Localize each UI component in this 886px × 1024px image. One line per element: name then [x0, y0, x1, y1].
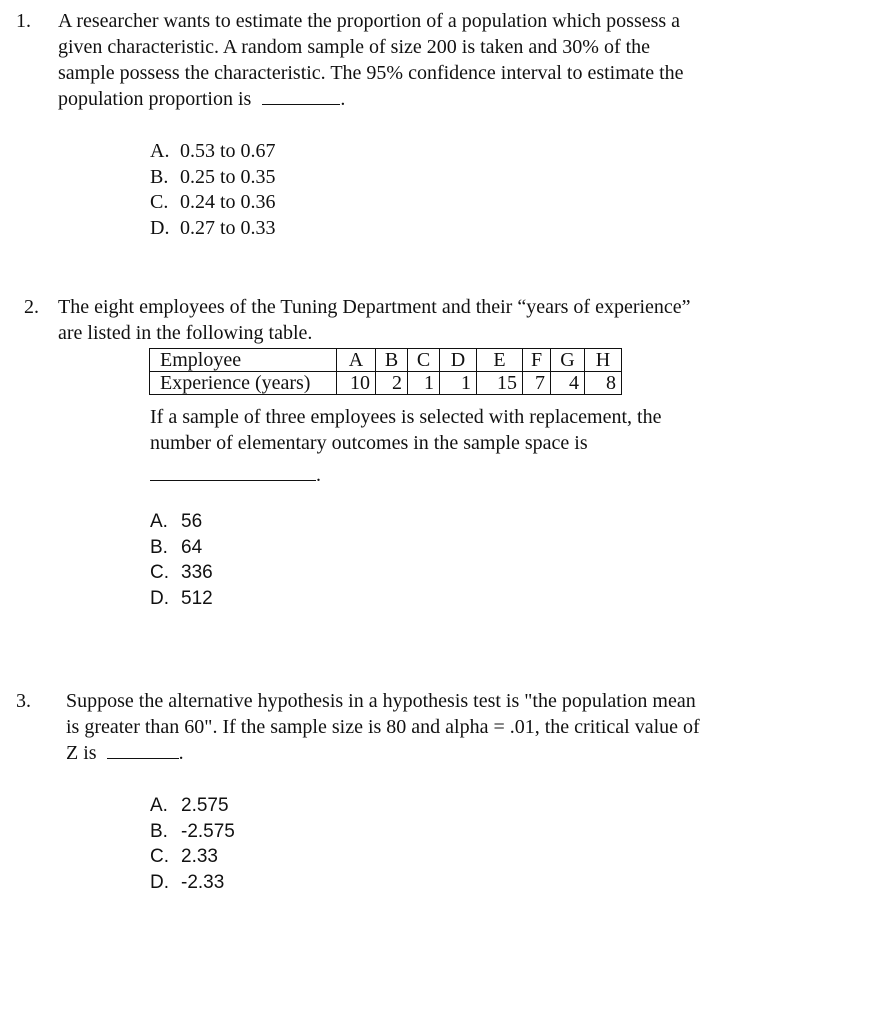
question-1-text: [58, 8, 796, 112]
option-letter: D.: [150, 587, 169, 609]
option-letter: C.: [150, 562, 169, 583]
question-3-line: Z is: [66, 742, 97, 764]
option-d[interactable]: [150, 586, 213, 612]
option-letter: A.: [150, 511, 168, 532]
table-cell-employee: G: [551, 349, 585, 372]
option-d[interactable]: [150, 870, 235, 896]
option-text: 0.53 to 0.67: [180, 140, 276, 162]
question-1-line: population proportion is: [58, 88, 252, 110]
question-1-number: 1.: [16, 10, 31, 32]
question-1-line: given characteristic. A random sample of size 200 is taken and 30% of the: [58, 36, 651, 58]
option-letter: C.: [150, 191, 169, 213]
question-1-options: [150, 139, 276, 241]
option-c[interactable]: [150, 560, 213, 586]
table-cell-experience: 4: [551, 372, 585, 395]
question-2-text: [58, 294, 798, 346]
question-3-options: [150, 793, 235, 895]
option-letter: C.: [150, 846, 169, 867]
option-text: 0.24 to 0.36: [180, 191, 276, 213]
option-text: -2.575: [181, 820, 235, 842]
option-a[interactable]: [150, 509, 213, 535]
option-letter: D.: [150, 871, 169, 893]
option-text: 336: [181, 562, 213, 583]
table-cell-experience: 1: [440, 372, 477, 395]
answer-blank: [107, 740, 179, 759]
option-text: -2.33: [181, 871, 225, 893]
table-cell-experience: 15: [477, 372, 523, 395]
table-cell-experience: 1: [408, 372, 440, 395]
blank-period: .: [178, 742, 184, 764]
question-1-line: sample possess the characteristic. The 95% confidence interval to estimate the: [58, 62, 684, 84]
question-2-blank-line: [150, 462, 321, 488]
option-text: 56: [181, 511, 203, 532]
option-letter: A.: [150, 795, 168, 816]
table-cell-employee: D: [440, 349, 477, 372]
question-2-followup: [150, 404, 790, 456]
option-d[interactable]: [150, 216, 276, 242]
question-2-line: The eight employees of the Tuning Department and their “years of experience”: [58, 296, 691, 318]
table-header-label: Employee: [150, 349, 337, 372]
table-experience-row: [150, 372, 622, 395]
table-cell-employee: C: [408, 349, 440, 372]
table-cell-experience: 8: [585, 372, 622, 395]
option-letter: D.: [150, 216, 170, 239]
table-cell-experience: 10: [337, 372, 376, 395]
answer-blank: [262, 86, 340, 105]
question-1-line: A researcher wants to estimate the proportion of a population which possess a: [58, 10, 681, 32]
option-a[interactable]: [150, 139, 276, 165]
table-cell-employee: A: [337, 349, 376, 372]
option-letter: A.: [150, 140, 170, 162]
option-a[interactable]: [150, 793, 235, 819]
question-1-line-last: [58, 86, 796, 112]
answer-blank: [150, 462, 316, 481]
option-c[interactable]: [150, 844, 235, 870]
table-header-row: [150, 349, 622, 372]
table-cell-employee: E: [477, 349, 523, 372]
option-b[interactable]: [150, 165, 276, 191]
question-3-line: Suppose the alternative hypothesis in a hypothesis test is "the population mean: [66, 690, 696, 712]
table-cell-experience: 2: [376, 372, 408, 395]
table-cell-employee: B: [376, 349, 408, 372]
question-3-line: is greater than 60". If the sample size is 80 and alpha = .01, the critical value of: [66, 716, 700, 738]
question-2-followup-line: number of elementary outcomes in the sample space is: [150, 432, 588, 454]
option-b[interactable]: [150, 535, 213, 561]
question-2-line: are listed in the following table.: [58, 322, 313, 344]
table-cell-employee: F: [523, 349, 551, 372]
option-b[interactable]: [150, 819, 235, 845]
option-letter: B.: [150, 536, 168, 558]
table-cell-employee: H: [585, 349, 622, 372]
question-2-followup-line: If a sample of three employees is selected with replacement, the: [150, 406, 662, 428]
option-letter: B.: [150, 820, 168, 842]
option-c[interactable]: [150, 190, 276, 216]
option-text: 512: [181, 587, 213, 609]
blank-period: .: [316, 464, 321, 486]
option-text: 2.575: [181, 795, 229, 816]
blank-period: .: [340, 88, 346, 110]
table-row-label: Experience (years): [150, 372, 337, 395]
table-cell-experience: 7: [523, 372, 551, 395]
question-3-number: 3.: [16, 690, 31, 712]
question-3-text: [66, 688, 796, 766]
option-letter: B.: [150, 165, 169, 188]
option-text: 0.25 to 0.35: [180, 165, 276, 188]
question-2-number: 2.: [24, 296, 39, 318]
option-text: 64: [181, 536, 203, 558]
option-text: 0.27 to 0.33: [180, 216, 276, 239]
question-3-line-last: [66, 740, 796, 766]
question-2-options: [150, 509, 213, 611]
employee-experience-table: [149, 348, 622, 395]
option-text: 2.33: [181, 846, 218, 867]
